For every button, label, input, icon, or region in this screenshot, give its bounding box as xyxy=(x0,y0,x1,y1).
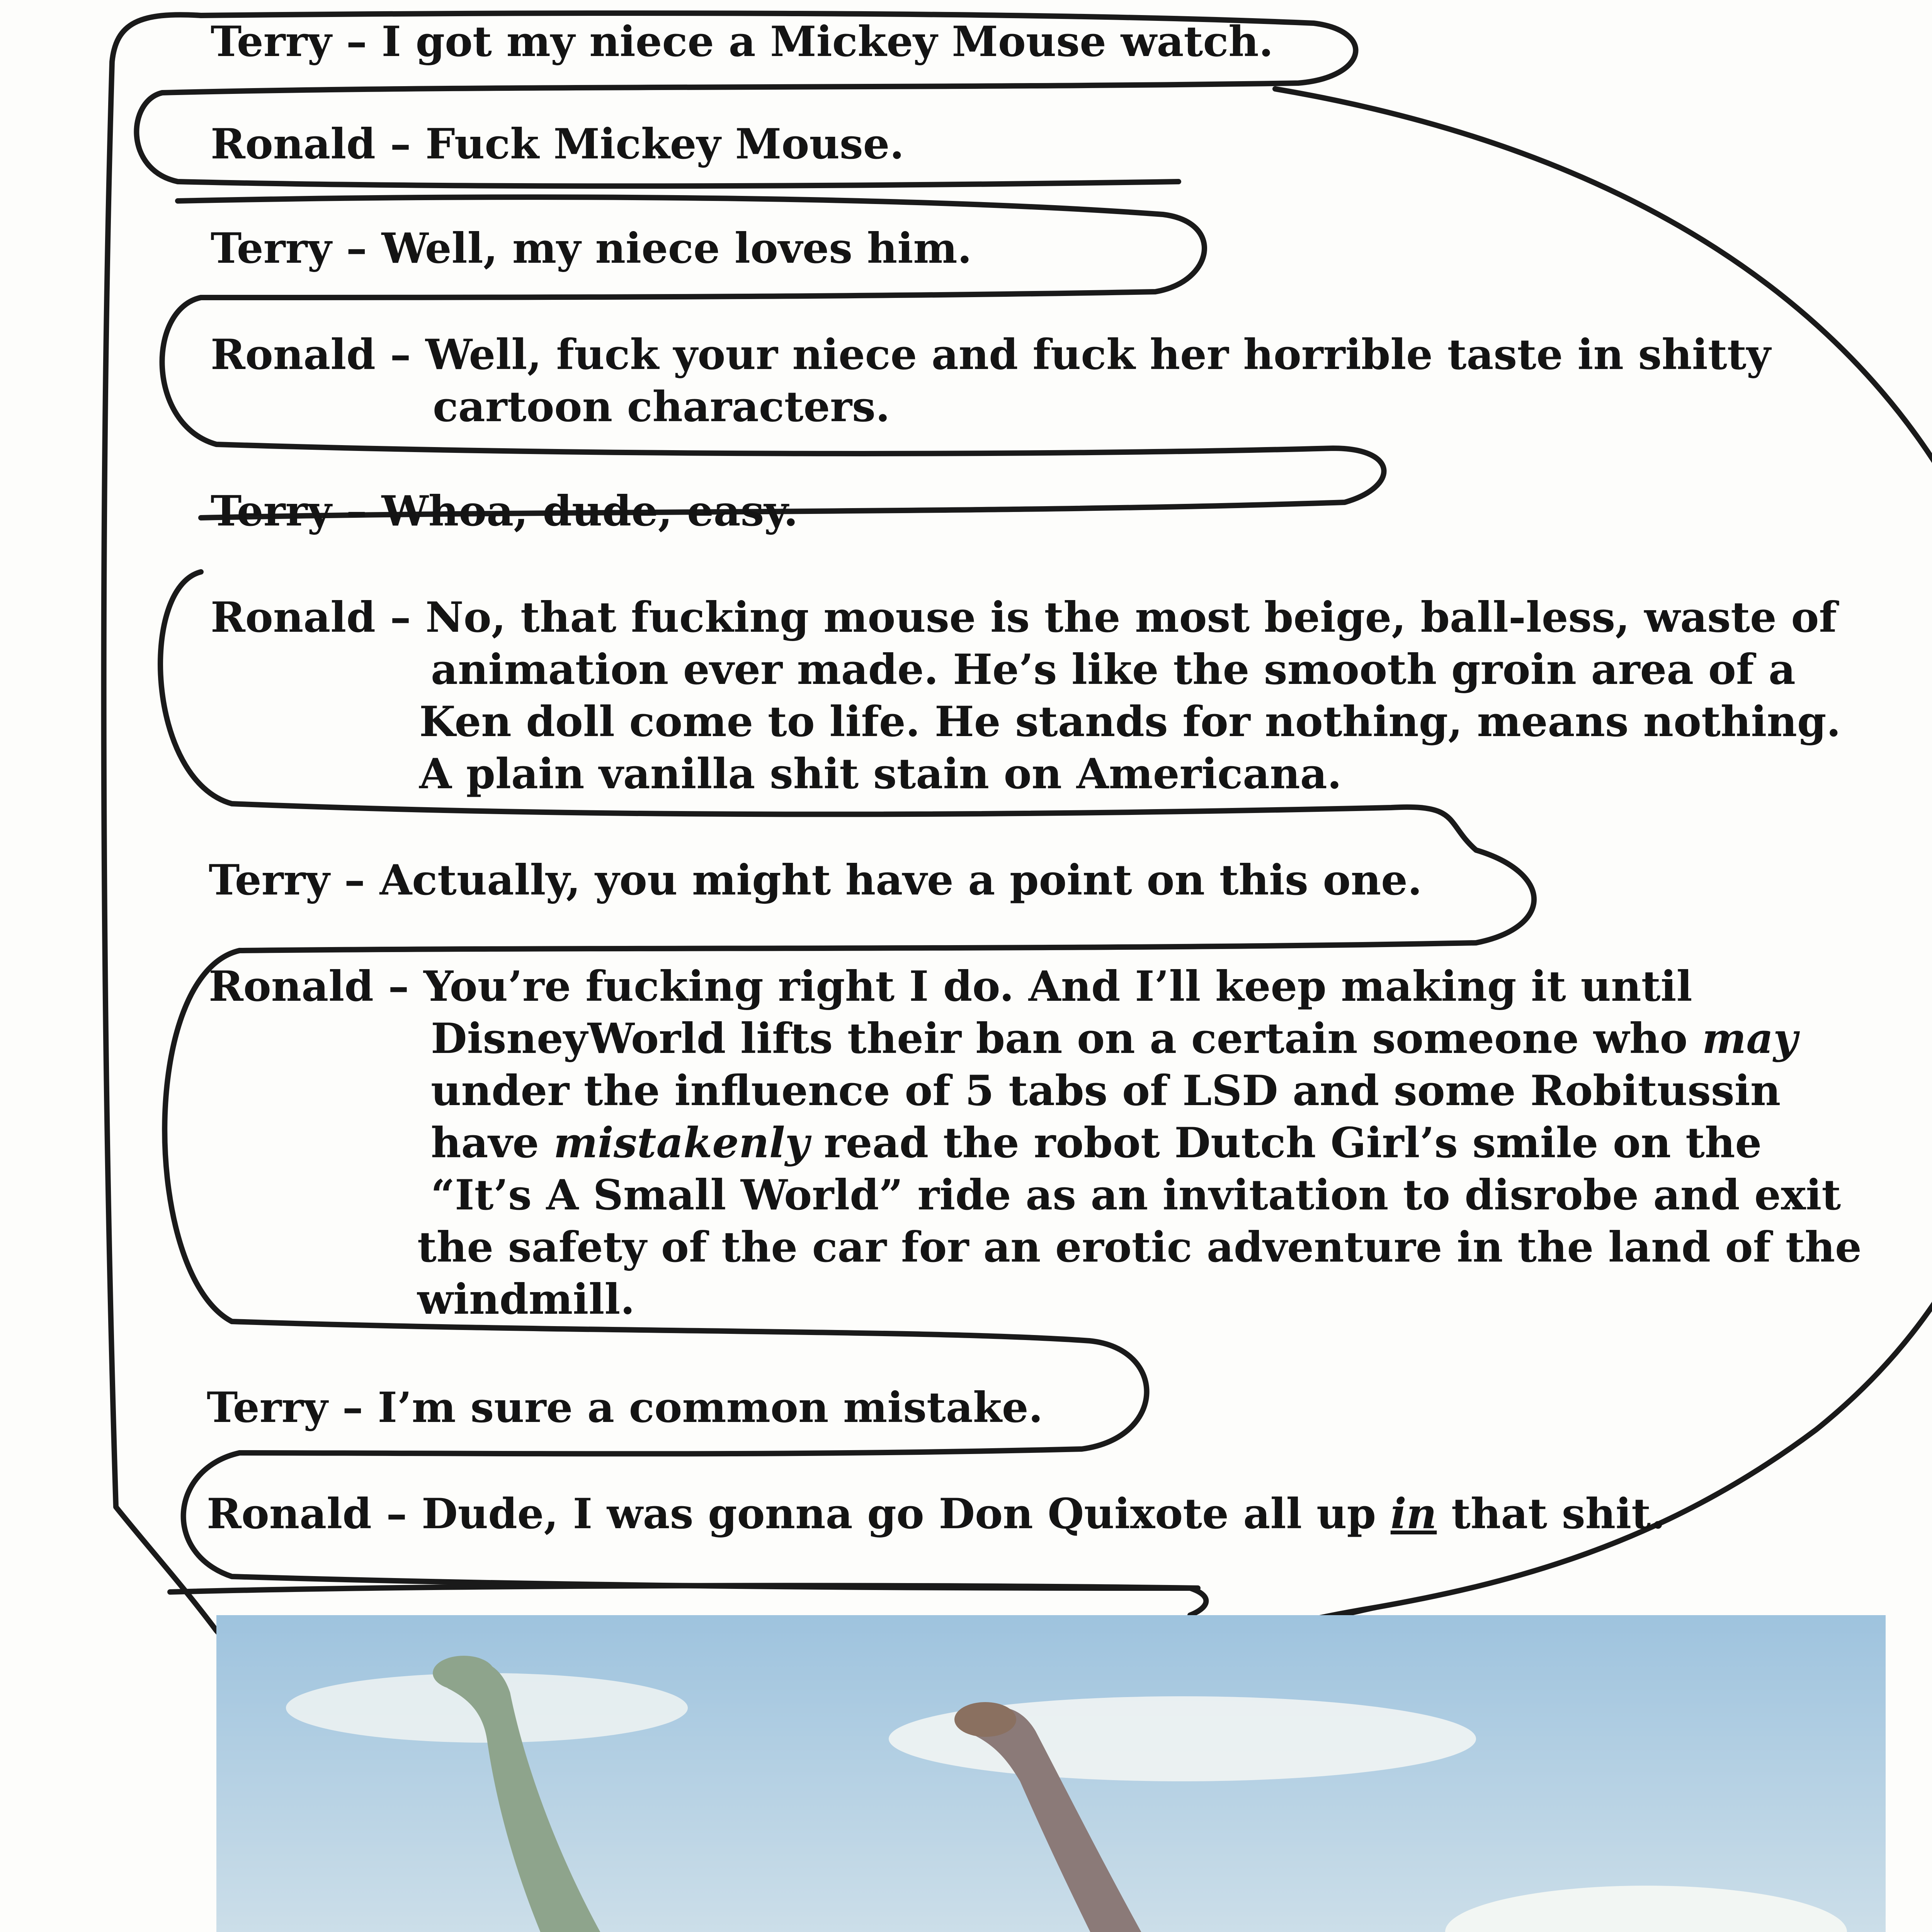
dialogue-text: I got my niece a Mickey Mouse watch. xyxy=(381,17,1274,66)
emphasis-text: mistakenly xyxy=(553,1119,810,1167)
separator: – xyxy=(371,1490,422,1538)
dialogue-line-4-cont: cartoon characters. xyxy=(433,383,890,431)
dialogue-line-3 xyxy=(211,222,972,275)
dialogue-line-8-cont-5: the safety of the car for an erotic adventure in the land of the xyxy=(417,1223,1862,1272)
separator: – xyxy=(332,17,382,66)
dialogue-text: No, that fucking mouse is the most beige, ball-less, waste of xyxy=(425,593,1837,642)
dialogue-line-10 xyxy=(207,1488,1665,1540)
speaker-name: Ronald xyxy=(211,120,376,168)
speaker-name: Terry xyxy=(211,224,332,273)
underlined-text: in xyxy=(1390,1490,1437,1538)
dialogue-line-8-cont-2: under the influence of 5 tabs of LSD and some Robitussin xyxy=(431,1066,1781,1115)
separator: – xyxy=(375,330,426,379)
dialogue-text: read the robot Dutch Girl’s smile on the xyxy=(809,1119,1762,1167)
dialogue-text: Fuck Mickey Mouse. xyxy=(425,120,904,168)
dialogue-line-6-cont-2: Ken doll come to life. He stands for nothing, means nothing. xyxy=(419,697,1841,746)
dialogue-text: You’re fucking right I do. And I’ll keep making it until xyxy=(423,962,1692,1011)
dialogue-line-8-cont-3 xyxy=(431,1117,1762,1169)
dialogue-text: Well, fuck your niece and fuck her horrible taste in shitty xyxy=(425,330,1771,379)
speaker-name: Ronald xyxy=(211,330,376,379)
speaker-name: Terry xyxy=(211,487,332,536)
dialogue-line-6 xyxy=(211,591,1837,644)
dialogue-line-8 xyxy=(209,960,1692,1013)
dialogue-line-2 xyxy=(211,118,904,170)
dialogue-line-5 xyxy=(211,485,798,537)
dialogue-text: Whoa, dude, easy. xyxy=(381,487,798,536)
speaker-name: Terry xyxy=(209,856,330,905)
dialogue-text: have xyxy=(431,1119,554,1167)
dinosaur-scene-illustration xyxy=(216,1615,1886,1932)
dialogue-line-9 xyxy=(207,1381,1043,1434)
dialogue-line-7 xyxy=(209,854,1422,906)
dialogue-line-8-cont-6: windmill. xyxy=(417,1275,635,1324)
dialogue-text: DisneyWorld lifts their ban on a certain someone who xyxy=(431,1014,1702,1063)
dialogue-line-6-cont-3: A plain vanilla shit stain on Americana. xyxy=(419,750,1342,798)
separator: – xyxy=(332,487,382,536)
speaker-name: Terry xyxy=(207,1383,328,1432)
dialogue-line-6-cont-1: animation ever made. He’s like the smooth groin area of a xyxy=(431,645,1796,694)
dialogue-text: Well, my niece loves him. xyxy=(381,224,972,273)
separator: – xyxy=(328,1383,378,1432)
separator: – xyxy=(330,856,380,905)
speaker-name: Terry xyxy=(211,17,332,66)
dialogue-line-8-cont-4: “It’s A Small World” ride as an invitation to disrobe and exit xyxy=(431,1171,1841,1219)
speaker-name: Ronald xyxy=(209,962,374,1011)
separator: – xyxy=(375,120,426,168)
dialogue-text: that shit. xyxy=(1437,1490,1665,1538)
dialogue-text: Actually, you might have a point on this one. xyxy=(379,856,1422,905)
speaker-name: Ronald xyxy=(207,1490,372,1538)
emphasis-text: may xyxy=(1702,1014,1798,1063)
separator: – xyxy=(373,962,424,1011)
separator: – xyxy=(332,224,382,273)
separator: – xyxy=(375,593,426,642)
dialogue-text: I’m sure a common mistake. xyxy=(378,1383,1043,1432)
dialogue-line-4 xyxy=(211,328,1770,381)
dialogue-line-8-cont-1 xyxy=(431,1012,1798,1065)
dialogue-text: Dude, I was gonna go Don Quixote all up xyxy=(422,1490,1391,1538)
dialogue-line-1 xyxy=(211,15,1273,68)
speaker-name: Ronald xyxy=(211,593,376,642)
